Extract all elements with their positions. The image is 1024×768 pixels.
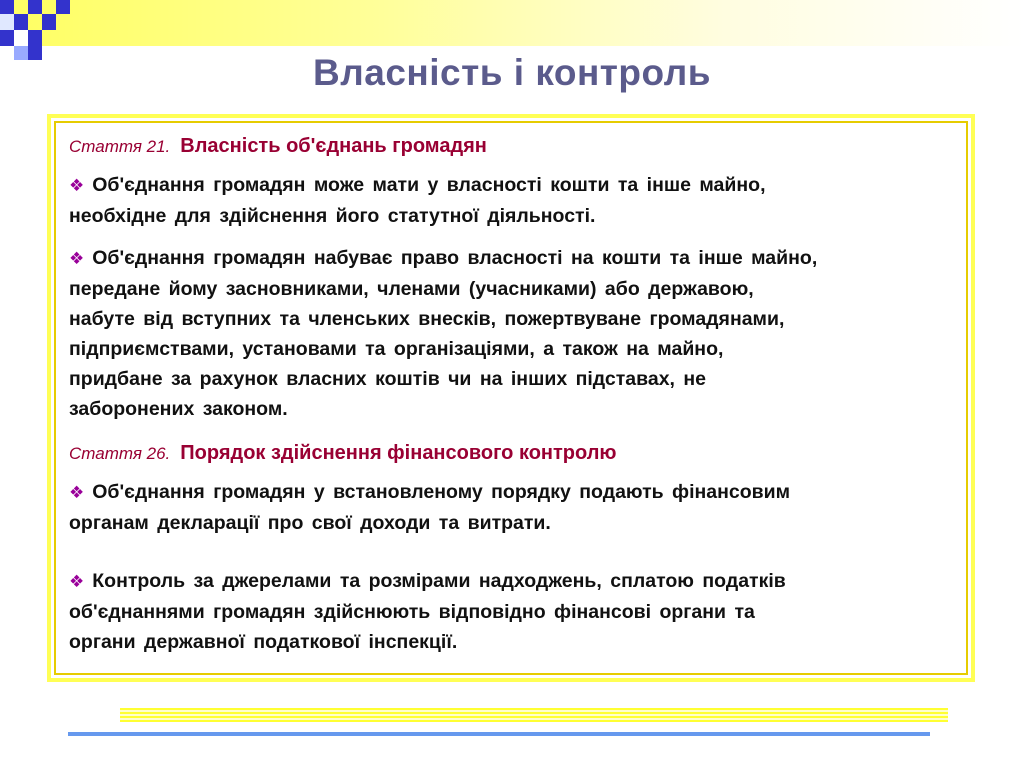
deco-square <box>42 0 56 14</box>
article-heading <box>69 133 954 160</box>
paragraph-line: підприємствами, установами та організаціями, а також на майно, <box>69 338 724 360</box>
deco-square <box>14 14 28 30</box>
deco-square <box>28 0 42 14</box>
paragraph-line: органи державної податкової інспекції. <box>69 631 458 653</box>
diamond-bullet-icon: ❖ <box>69 572 85 591</box>
line-text: Об'єднання громадян набуває право власності на кошти та інше майно, <box>92 247 818 269</box>
paragraph-line: заборонених законом. <box>69 398 288 420</box>
article-number: Стаття 21. <box>69 137 171 156</box>
diamond-bullet-icon: ❖ <box>69 249 85 268</box>
paragraph <box>69 566 954 657</box>
article-heading <box>69 440 954 467</box>
deco-square <box>0 0 14 14</box>
paragraph-line: необхідне для здійснення його статутної діяльності. <box>69 205 596 227</box>
paragraph-line <box>69 243 954 274</box>
paragraph <box>69 477 954 538</box>
deco-square <box>28 30 42 46</box>
slide-title: Власність і контроль <box>313 52 711 93</box>
paragraph-line: передане йому засновниками, членами (учасниками) або державою, <box>69 278 754 300</box>
deco-square <box>0 14 14 30</box>
paragraph <box>69 170 954 231</box>
deco-square <box>42 14 56 30</box>
paragraph <box>69 243 954 424</box>
paragraph-line: органам декларації про свої доходи та витрати. <box>69 512 551 534</box>
diamond-bullet-icon: ❖ <box>69 483 85 502</box>
paragraph-line <box>69 170 954 201</box>
line-text: Контроль за джерелами та розмірами надходжень, сплатою податків <box>92 570 786 592</box>
paragraph-line: об'єднаннями громадян здійснюють відповідно фінансові органи та <box>69 601 755 623</box>
content-frame-inner <box>54 121 968 675</box>
article-title: Порядок здійснення фінансового контролю <box>180 442 617 464</box>
paragraph-line: придбане за рахунок власних коштів чи на інших підставах, не <box>69 368 707 390</box>
paragraph-line <box>69 566 954 597</box>
paragraph-line <box>69 477 954 508</box>
diamond-bullet-icon: ❖ <box>69 176 85 195</box>
article-number: Стаття 26. <box>69 444 171 463</box>
line-text: Об'єднання громадян може мати у власності кошти та інше майно, <box>92 174 766 196</box>
footer-yellow-stripes <box>120 708 948 722</box>
footer-blue-line <box>68 732 930 736</box>
content-frame <box>47 114 975 682</box>
deco-square <box>56 0 70 14</box>
article-title: Власність об'єднань громадян <box>180 135 487 157</box>
deco-square <box>14 0 28 14</box>
paragraph-line: набуте від вступних та членських внесків, пожертвуване громадянами, <box>69 308 785 330</box>
deco-square <box>0 30 14 46</box>
header-yellow-bar <box>28 0 1024 46</box>
line-text: Об'єднання громадян у встановленому порядку подають фінансовим <box>92 481 791 503</box>
